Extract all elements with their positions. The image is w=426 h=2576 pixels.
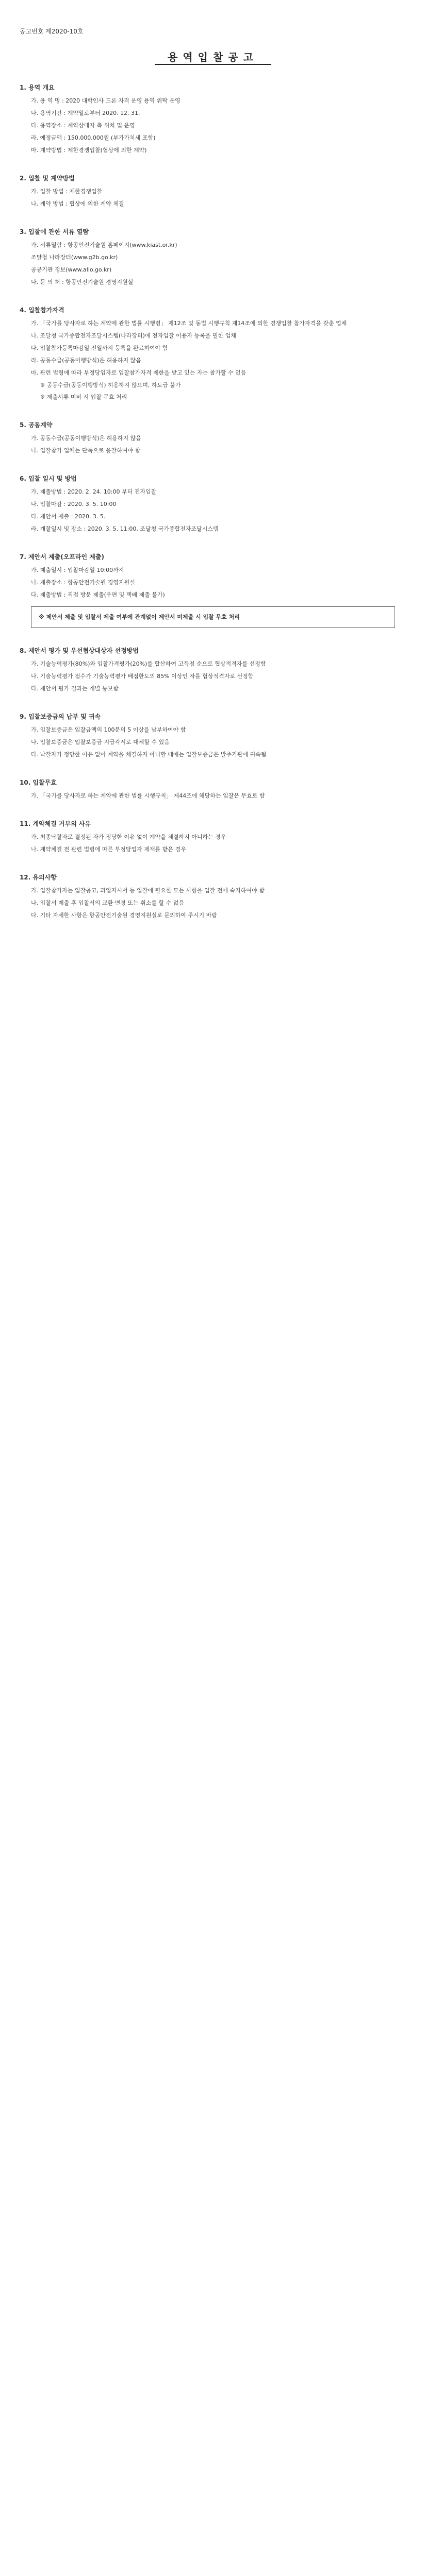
section-item: 나. 입찰서 제출 후 입찰서의 교환·변경 또는 취소를 할 수 없음 — [31, 900, 184, 906]
section-item: 나. 제출장소 : 항공안전기술원 경영지원실 — [31, 579, 135, 586]
notice-section — [20, 552, 406, 628]
section-item: 가. 입찰 방법 : 제한경쟁입찰 — [31, 188, 103, 195]
section-item: 나. 기술능력평가 점수가 기술능력평가 배점한도의 85% 이상인 자를 협상적격자로 선정함 — [31, 673, 254, 680]
notice-body — [20, 82, 406, 923]
section-item: 가. 제출방법 : 2020. 2. 24. 10:00 부터 전자입찰 — [31, 488, 157, 495]
section-heading: 10. 입찰무효 — [20, 779, 57, 786]
notice-section — [20, 305, 406, 402]
section-item: 나. 문 의 처 : 항공안전기술원 경영지원실 — [31, 279, 134, 285]
section-item: 다. 제출방법 : 직접 방문 제출(우편 및 택배 제출 불가) — [31, 591, 165, 598]
section-heading: 4. 입찰참가자격 — [20, 307, 64, 314]
section-item: 라. 공동수급(공동이행방식)은 허용하지 않음 — [31, 357, 141, 364]
notice-section — [20, 777, 406, 801]
section-heading: 11. 계약체결 거부의 사유 — [20, 820, 91, 827]
section-item: 다. 제안서 제출 : 2020. 3. 5. — [31, 513, 106, 520]
section-heading: 8. 제안서 평가 및 우선협상대상자 선정방법 — [20, 647, 139, 654]
section-item: 나. 계약 방법 : 협상에 의한 계약 체결 — [31, 200, 124, 207]
notice-section — [20, 82, 406, 156]
section-item: 가. 「국가를 당사자로 하는 계약에 관한 법률 시행규칙」 제44조에 해당하는 입찰은 무효로 함 — [31, 792, 265, 799]
notice-section — [20, 711, 406, 760]
section-item: 나. 용역기간 : 계약일로부터 2020. 12. 31. — [31, 110, 140, 116]
section-item: 나. 입찰마감 : 2020. 3. 5. 10:00 — [31, 501, 117, 507]
section-item: 공공기관 정보(www.alio.go.kr) — [31, 266, 112, 273]
section-item: 마. 계약방법 : 제한경쟁입찰(협상에 의한 계약) — [31, 147, 147, 154]
section-item: 다. 낙찰자가 정당한 이유 없이 계약을 체결하지 아니할 때에는 입찰보증금은 발주기관에 귀속됨 — [31, 751, 267, 758]
section-heading: 1. 용역 개요 — [20, 84, 55, 91]
section-heading: 3. 입찰에 관한 서류 열람 — [20, 228, 89, 235]
notice-section — [20, 173, 406, 209]
section-item: 라. 예정금액 : 150,000,000원 (부가가치세 포함) — [31, 134, 156, 141]
section-item: 나. 조달청 국가종합전자조달시스템(나라장터)에 전자입찰 이용자 등록을 필한 업체 — [31, 332, 236, 339]
notice-number: 공고번호 제2020-10호 — [20, 28, 84, 35]
section-item: 다. 용역장소 : 계약상대자 측 위치 및 운영 — [31, 122, 135, 129]
section-item: 마. 관련 법령에 따라 부정당업자로 입찰참가자격 제한을 받고 있는 자는 참가할 수 없음 — [31, 369, 247, 376]
section-item: 다. 입찰참가등록마감일 전일까지 등록을 완료하여야 함 — [31, 345, 168, 351]
notice-section — [20, 646, 406, 694]
section-item: 가. 용 역 명 : 2020 대학인사 드론 자격 운영 용역 위탁 운영 — [31, 97, 181, 104]
notice-section — [20, 473, 406, 534]
section-heading: 2. 입찰 및 계약방법 — [20, 175, 75, 182]
notice-section — [20, 420, 406, 456]
section-item: 가. 입찰보증금은 입찰금액의 100분의 5 이상을 납부하여야 함 — [31, 726, 186, 733]
section-heading: 5. 공동계약 — [20, 421, 53, 429]
section-item: 나. 입찰참가 업체는 단독으로 응찰하여야 함 — [31, 447, 141, 454]
section-heading: 12. 유의사항 — [20, 874, 57, 881]
section-item: 다. 제안서 평가 결과는 개별 통보함 — [31, 685, 119, 692]
section-item: 가. 최종낙찰자로 결정된 자가 정당한 이유 없이 계약을 체결하지 아니하는 경우 — [31, 834, 226, 840]
section-item: 가. 제출일시 : 입찰마감일 10:00까지 — [31, 567, 124, 573]
section-heading: 9. 입찰보증금의 납부 및 귀속 — [20, 713, 101, 720]
section-item: 가. 기술능력평가(80%)와 입찰가격평가(20%)를 합산하여 고득점 순으로 협상적격자를 선정함 — [31, 660, 266, 667]
section-heading: 7. 제안서 제출(오프라인 제출) — [20, 553, 104, 561]
highlight-box: ※ 제안서 제출 및 입찰서 제출 여부에 관계없이 제안서 미제출 시 입찰 무효 처리 — [31, 606, 395, 628]
section-note: ※ 제출서류 미비 시 입찰 무효 처리 — [40, 394, 127, 400]
section-item: 가. 입찰참가자는 입찰공고, 과업지시서 등 입찰에 필요한 모든 사항을 입찰 전에 숙지하여야 함 — [31, 887, 265, 894]
notice-section — [20, 227, 406, 287]
section-item: 가. 공동수급(공동이행방식)은 허용하지 않음 — [31, 435, 141, 442]
section-item: 나. 입찰보증금은 입찰보증금 지급각서로 대체할 수 있음 — [31, 739, 170, 745]
section-item: 다. 기타 자세한 사항은 항공안전기술원 경영지원실로 문의하여 주시기 바람 — [31, 912, 217, 919]
section-item: 가. 서류열람 : 항공안전기술원 홈페이지(www.kiast.or.kr) — [31, 242, 177, 248]
title-underline — [155, 64, 271, 65]
page-title: 용역입찰공고 — [168, 51, 258, 63]
notice-section — [20, 872, 406, 921]
section-note: ※ 공동수급(공동이행방식) 허용하지 않으며, 하도급 불가 — [40, 382, 181, 388]
section-item: 가. 「국가를 당사자로 하는 계약에 관한 법률 시행령」 제12조 및 동법 시행규칙 제14조에 의한 경쟁입찰 참가자격을 갖춘 업체 — [31, 320, 347, 327]
section-item: 라. 개찰일시 및 장소 : 2020. 3. 5. 11:00, 조달청 국가종합전자조달시스템 — [31, 526, 219, 532]
notice-section — [20, 819, 406, 855]
section-item: 조달청 나라장터(www.g2b.go.kr) — [31, 254, 118, 261]
section-item: 나. 계약체결 전 관련 법령에 따른 부정당업자 제재를 받은 경우 — [31, 846, 186, 853]
section-heading: 6. 입찰 일시 및 방법 — [20, 475, 77, 482]
